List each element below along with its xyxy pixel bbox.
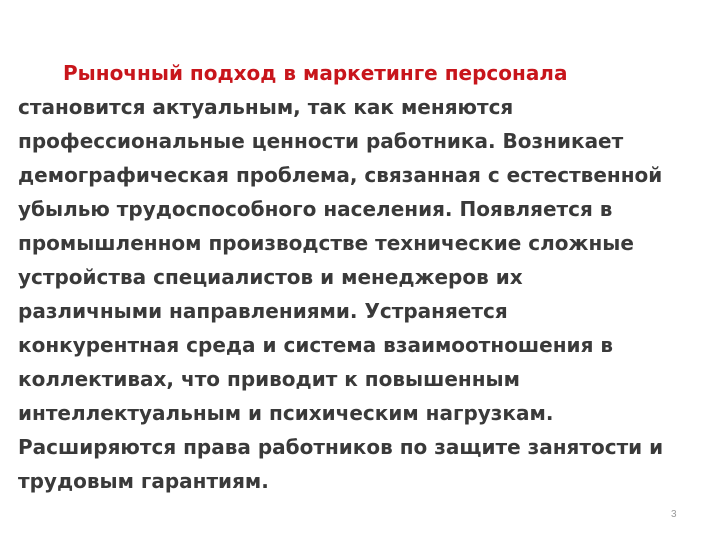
body-line-4: убылью трудоспособного населения. Появляется в [18, 197, 613, 221]
body-line-9: коллективах, что приводит к повышенным [18, 367, 520, 391]
page-number: 3 [671, 509, 677, 520]
body-line-10: интеллектуальным и психическим нагрузкам. [18, 401, 554, 425]
body-line-12: трудовым гарантиям. [18, 469, 269, 493]
slide-body-text [18, 56, 708, 498]
highlighted-heading-phrase: Рыночный подход в маркетинге персонала [63, 61, 568, 85]
body-line-5: промышленном производстве технические сложные [18, 231, 634, 255]
body-line-7: различными направлениями. Устраняется [18, 299, 508, 323]
body-line-2: профессиональные ценности работника. Возникает [18, 129, 624, 153]
body-line-11: Расширяются права работников по защите занятости и [18, 435, 664, 459]
body-line-1: становится актуальным, так как меняются [18, 95, 514, 119]
body-line-6: устройства специалистов и менеджеров их [18, 265, 523, 289]
body-line-8: конкурентная среда и система взаимоотношения в [18, 333, 614, 357]
body-line-3: демографическая проблема, связанная с естественной [18, 163, 663, 187]
